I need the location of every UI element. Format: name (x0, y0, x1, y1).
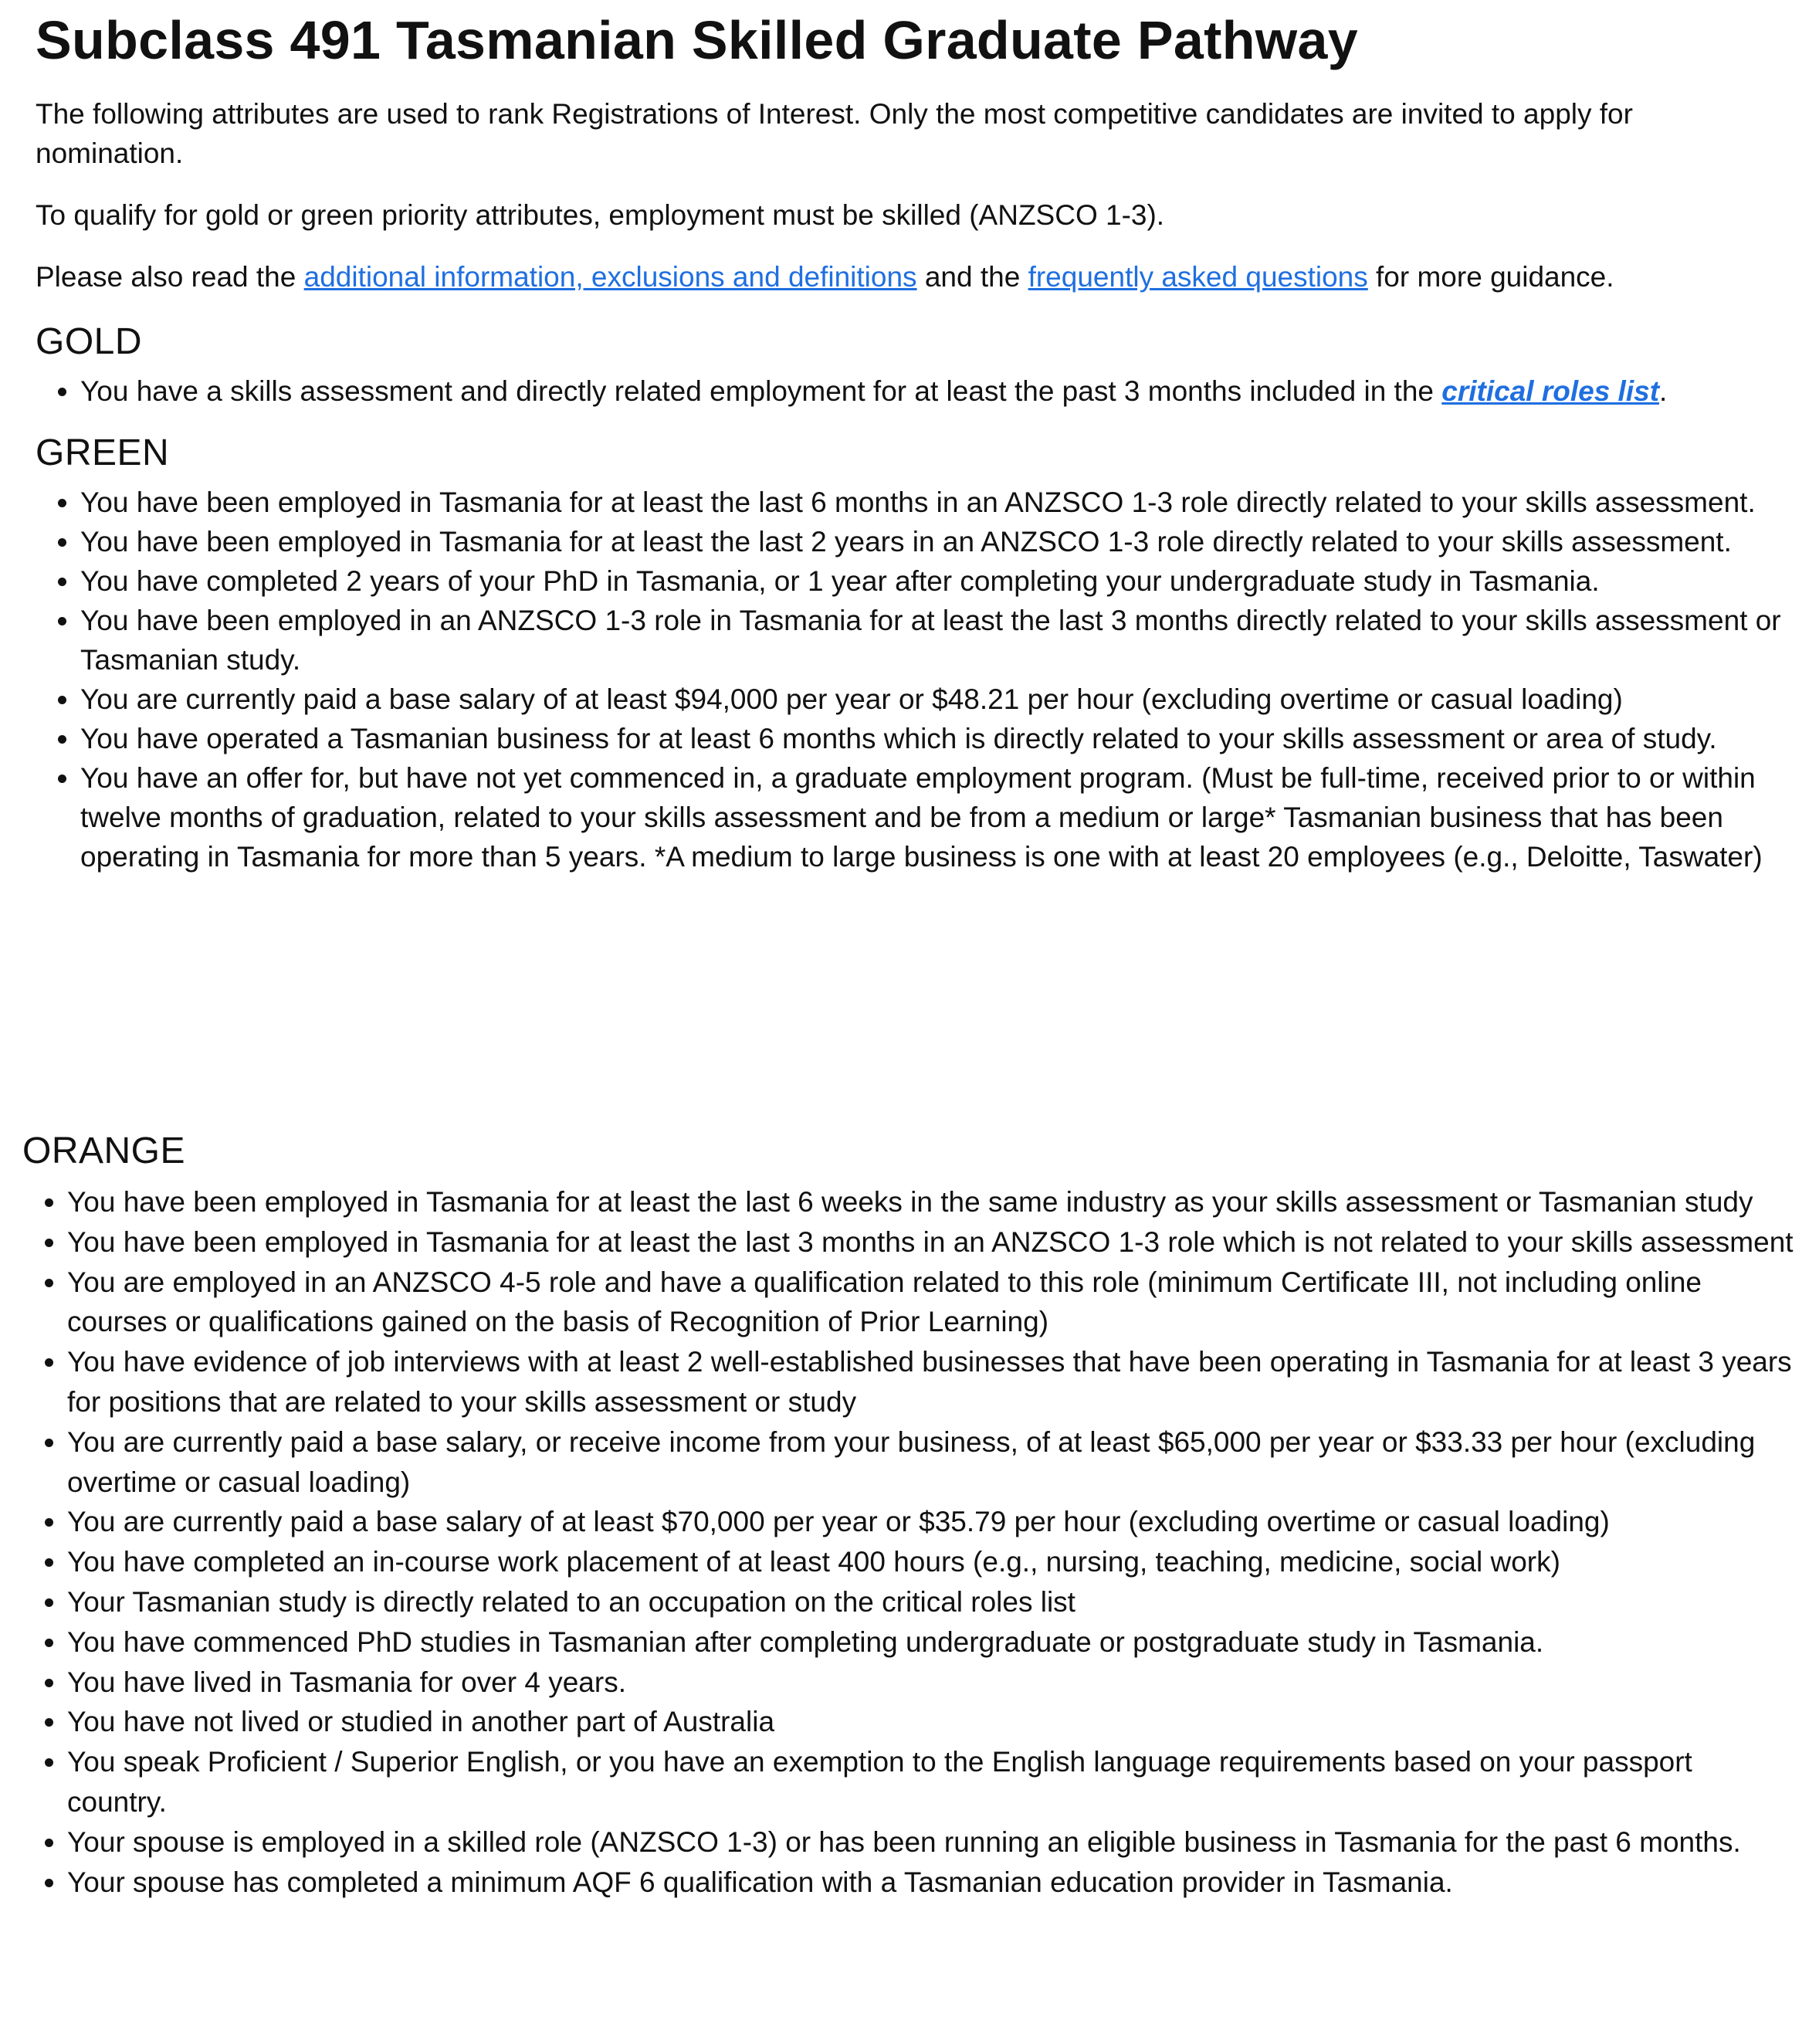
list-item: • You have been employed in an ANZSCO 1-3 role in Tasmania for at least the last 3 months directly related to your skills assessment or Tasmanian study. (80, 601, 1788, 680)
intro-paragraph: The following attributes are used to rank Registrations of Interest. Only the most competitive candidates are invited to apply for nomination. (36, 98, 1633, 169)
critical-roles-list-link[interactable]: critical roles list (1441, 375, 1660, 407)
read-also-suffix: for more guidance. (1367, 261, 1614, 293)
list-item: • You have lived in Tasmania for over 4 years. (67, 1663, 1798, 1703)
list-item: • You speak Proficient / Superior English, or you have an exemption to the English language requirements based on your passport country. (67, 1742, 1798, 1822)
gold-list (36, 371, 1788, 411)
orange-list (22, 1182, 1798, 1902)
list-item: • You are currently paid a base salary of at least $94,000 per year or $48.21 per hour (excluding overtime or casual loading) (80, 680, 1788, 719)
additional-information-link[interactable]: additional information, exclusions and definitions (303, 261, 917, 293)
list-item: • You have an offer for, but have not yet commenced in, a graduate employment program. (Must be full-time, received prior to or within twelve months of graduation, related to your skills assessment and be from a medium or large* Tasmanian business that has been operating in Tasmania for more than 5 years. *A medium to large business is one with at least 20 employees (e.g., Deloitte, Taswater) (80, 758, 1788, 876)
list-item: • Your Tasmanian study is directly related to an occupation on the critical roles list (67, 1582, 1798, 1622)
list-item: • You have commenced PhD studies in Tasmanian after completing undergraduate or postgraduate study in Tasmania. (67, 1622, 1798, 1663)
list-item: • You have not lived or studied in another part of Australia (67, 1702, 1798, 1742)
qualify-note: To qualify for gold or green priority attributes, employment must be skilled (ANZSCO 1-3). (36, 199, 1165, 231)
gold-heading: GOLD (36, 321, 143, 362)
list-item: • You have been employed in Tasmania for at least the last 6 weeks in the same industry as your skills assessment or Tasmanian study (67, 1182, 1798, 1222)
list-item: • Your spouse is employed in a skilled role (ANZSCO 1-3) or has been running an eligible business in Tasmania for the past 6 months. (67, 1822, 1798, 1863)
list-item: • You have completed an in-course work placement of at least 400 hours (e.g., nursing, teaching, medicine, social work) (67, 1542, 1798, 1582)
list-item: • You have been employed in Tasmania for at least the last 2 years in an ANZSCO 1-3 role directly related to your skills assessment. (80, 522, 1788, 561)
read-also-prefix: Please also read the (36, 261, 304, 293)
read-also-paragraph (36, 257, 1788, 297)
list-item: • You have been employed in Tasmania for at least the last 6 months in an ANZSCO 1-3 role directly related to your skills assessment. (80, 483, 1788, 522)
list-item: • You have evidence of job interviews with at least 2 well-established businesses that have been operating in Tasmania for at least 3 years for positions that are related to your skills assessment or study (67, 1342, 1798, 1422)
list-item (80, 371, 1788, 411)
green-heading: GREEN (36, 432, 170, 473)
gold-item-text: You have a skills assessment and directly related employment for at least the past 3 months included in the (80, 375, 1442, 407)
list-item: • Your spouse has completed a minimum AQF 6 qualification with a Tasmanian education provider in Tasmania. (67, 1863, 1798, 1903)
faq-link[interactable]: frequently asked questions (1028, 261, 1368, 293)
list-item: • You are employed in an ANZSCO 4-5 role and have a qualification related to this role (minimum Certificate III, not including online courses or qualifications gained on the basis of Recognition of Prior Learning) (67, 1263, 1798, 1343)
list-item: • You have operated a Tasmanian business for at least 6 months which is directly related to your skills assessment or area of study. (80, 719, 1788, 758)
read-also-middle: and the (916, 261, 1028, 293)
green-list (36, 483, 1788, 876)
orange-heading: ORANGE (22, 1130, 186, 1171)
list-item: • You are currently paid a base salary of at least $70,000 per year or $35.79 per hour (excluding overtime or casual loading) (67, 1502, 1798, 1542)
orange-section (22, 1130, 1798, 1902)
list-item: • You have been employed in Tasmania for at least the last 3 months in an ANZSCO 1-3 role which is not related to your skills assessment (67, 1222, 1798, 1263)
gold-item-suffix: . (1659, 375, 1668, 407)
list-item: • You have completed 2 years of your PhD in Tasmania, or 1 year after completing your undergraduate study in Tasmania. (80, 561, 1788, 601)
main-content (36, 0, 1788, 876)
list-item: • You are currently paid a base salary, or receive income from your business, of at least $65,000 per year or $33.33 per hour (excluding overtime or casual loading) (67, 1422, 1798, 1503)
page-title: Subclass 491 Tasmanian Skilled Graduate Pathway (36, 10, 1358, 70)
